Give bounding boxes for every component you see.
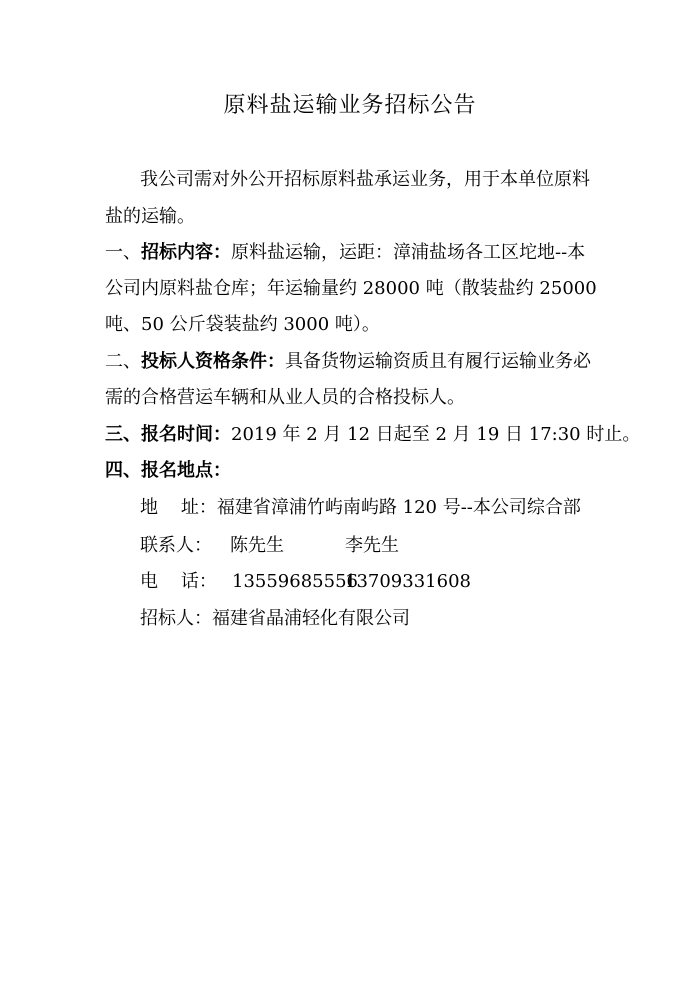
intro-line-2: 盐的运输。 [105,206,195,227]
tenderer-value: 福建省晶浦轻化有限公司 [212,608,410,629]
contacts-line [140,534,399,558]
contact-person-1: 陈先生 [230,535,284,556]
section-4-heading: 报名地点： [141,460,231,481]
address-label: 地 址： [140,497,217,518]
section-1-prefix: 一、 [105,242,141,263]
section-3-heading: 报名时间： [141,424,231,445]
section-3-line-1 [105,423,640,447]
section-2-line-2: 需的合格营运车辆和从业人员的合格投标人。 [105,387,465,408]
section-1-line-2: 公司内原料盐仓库；年运输量约 28000 吨（散装盐约 25000 [105,278,597,299]
section-4-prefix: 四、 [105,460,141,481]
section-2-prefix: 二、 [105,351,141,372]
section-3-text: 2019 年 2 月 12 日起至 2 月 19 日 17:30 时止。 [231,424,641,445]
section-2-text: 具备货物运输资质且有履行运输业务必 [285,351,591,372]
section-1-text: 原料盐运输，运距：漳浦盐场各工区坨地--本 [231,242,586,263]
section-2-line-1 [105,350,591,374]
contacts-label: 联系人： [140,535,212,556]
phone-label: 电 话： [140,571,217,592]
tenderer-label: 招标人： [140,608,212,629]
contact-person-2: 李先生 [345,535,399,556]
section-1-line-3: 吨、50 公斤袋装盐约 3000 吨）。 [105,314,380,335]
section-1-heading: 招标内容： [141,242,231,263]
address-value: 福建省漳浦竹屿南屿路 120 号--本公司综合部 [216,497,581,518]
section-2-heading: 投标人资格条件： [141,351,285,372]
phone-line [140,570,471,594]
intro-line-1: 我公司需对外公开招标原料盐承运业务，用于本单位原料 [140,169,590,190]
section-1-line-1 [105,241,585,265]
address-line [140,496,581,520]
section-3-prefix: 三、 [105,424,141,445]
section-4-line-1 [105,459,231,483]
phone-number-1: 13559685556 [232,571,358,592]
tenderer-line [140,607,410,631]
phone-number-2: 13709331608 [345,571,471,592]
document-title: 原料盐运输业务招标公告 [223,93,477,118]
